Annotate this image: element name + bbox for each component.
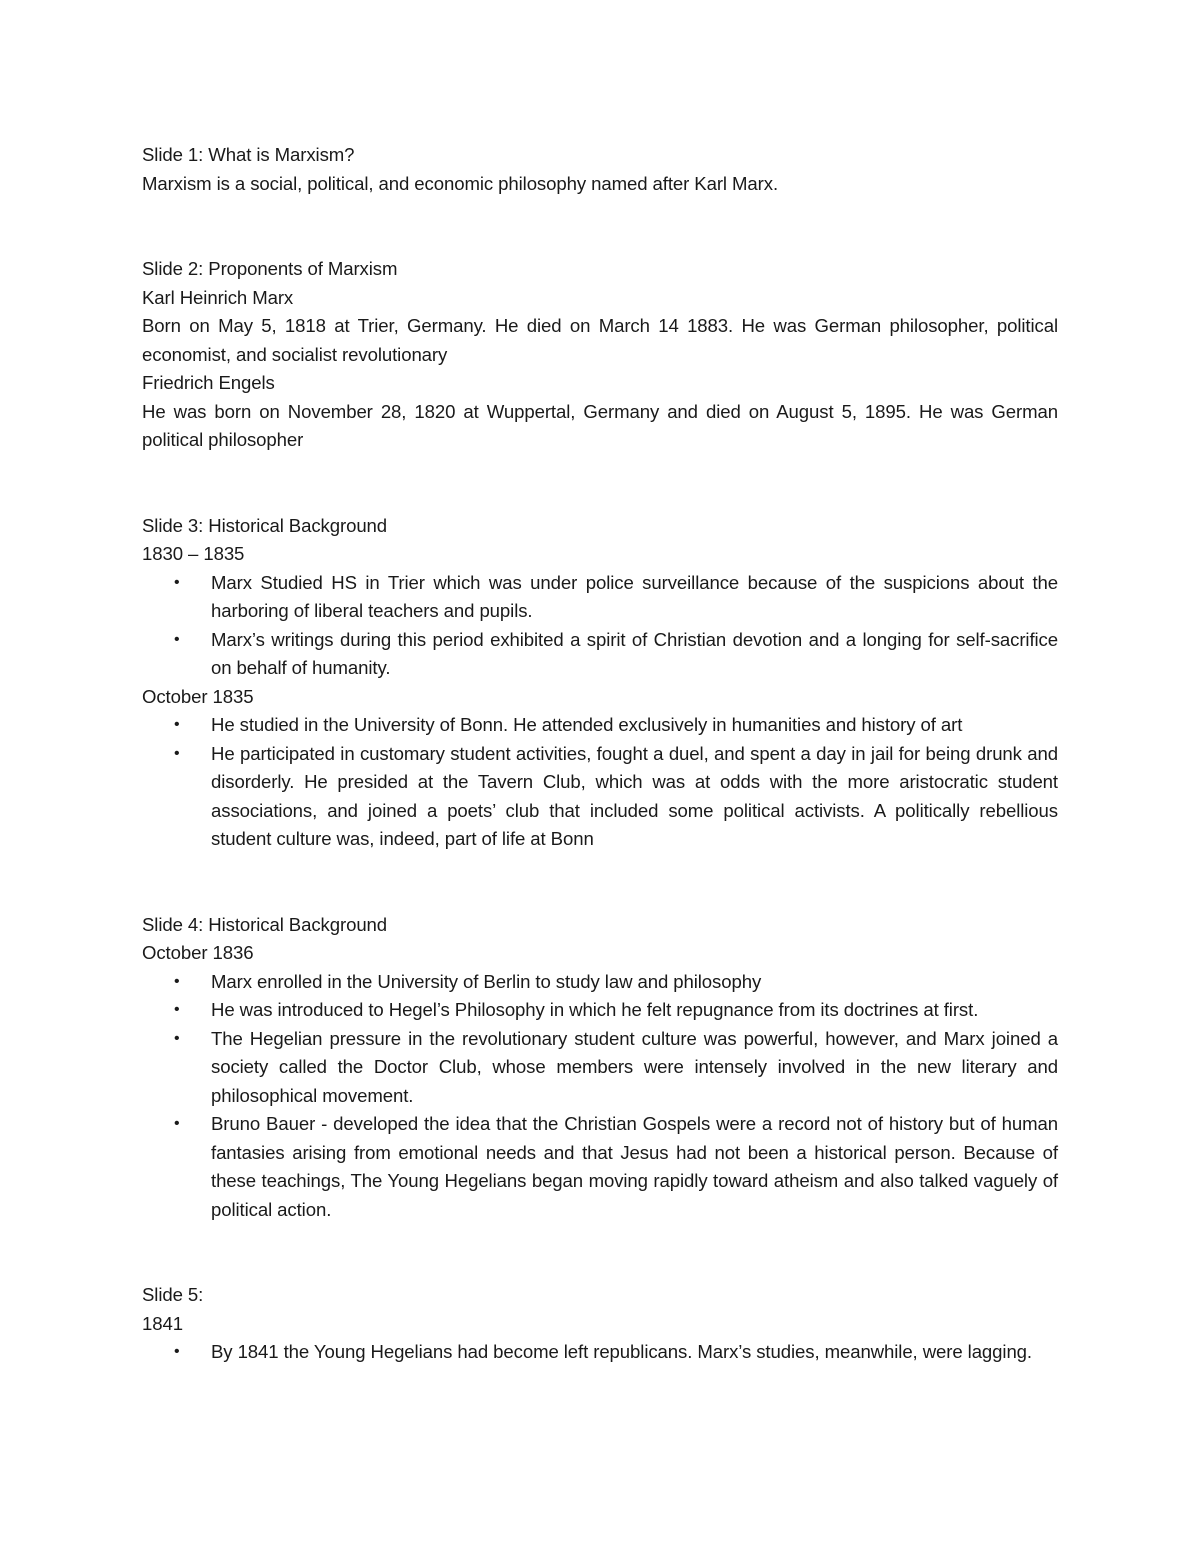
- list-item-text: He studied in the University of Bonn. He attended exclusively in humanities and history of art: [211, 714, 963, 735]
- bullet-icon: •: [174, 1029, 180, 1047]
- slide-5-heading: Slide 5:: [142, 1284, 204, 1305]
- list-item: [142, 569, 1058, 626]
- list-item: [142, 1338, 1058, 1367]
- slide-1-text: Marxism is a social, political, and economic philosophy named after Karl Marx.: [142, 172, 779, 194]
- slide-1-heading: Slide 1: What is Marxism?: [142, 144, 355, 165]
- list-item-text: Marx Studied HS in Trier which was under police surveillance because of the suspicions about the harboring of liberal teachers and pupils.: [211, 571, 1058, 621]
- list-item: [142, 711, 1058, 740]
- person-2-bio: He was born on November 28, 1820 at Wuppertal, Germany and died on August 5, 1895. He was German political philosopher: [142, 400, 1058, 450]
- bullet-icon: •: [174, 744, 180, 762]
- list-item-text: Marx’s writings during this period exhibited a spirit of Christian devotion and a longing for self-sacrifice on behalf of humanity.: [211, 628, 1058, 678]
- slide-5-period-1-list: [142, 1338, 1058, 1367]
- slide-4-period-1-list: [142, 968, 1058, 1225]
- slide-3-period-1-list: [142, 569, 1058, 683]
- bullet-icon: •: [174, 716, 180, 733]
- person-1-name: Karl Heinrich Marx: [142, 286, 294, 308]
- slide-2-section: [142, 255, 1058, 455]
- bullet-icon: •: [174, 1343, 180, 1360]
- slide-4-heading: Slide 4: Historical Background: [142, 913, 388, 935]
- slide-3-period-2-list: [142, 711, 1058, 854]
- slide-4-section: [142, 911, 1058, 1225]
- list-item-text: Bruno Bauer - developed the idea that the Christian Gospels were a record not of history but of human fantasies arising from emotional needs and that Jesus had not been a historical person. Because of these teachings, The Young Hegelians began moving rapidly toward atheism and also talked vaguely of political action.: [211, 1113, 1058, 1220]
- slide-3-period-2: October 1835: [142, 685, 254, 707]
- slide-4-period-1: October 1836: [142, 942, 254, 963]
- slide-5-period-1: 1841: [142, 1312, 183, 1334]
- list-item-text: He was introduced to Hegel’s Philosophy in which he felt repugnance from its doctrines at first.: [211, 999, 979, 1020]
- slide-5-section: [142, 1281, 1058, 1367]
- bullet-icon: •: [174, 573, 180, 591]
- person-2-name: Friedrich Engels: [142, 372, 275, 393]
- bullet-icon: •: [174, 1115, 180, 1132]
- list-item: [142, 1110, 1058, 1224]
- bullet-icon: •: [174, 1001, 180, 1018]
- list-item: [142, 1025, 1058, 1111]
- list-item: [142, 968, 1058, 997]
- list-item: [142, 626, 1058, 683]
- person-1-bio: Born on May 5, 1818 at Trier, Germany. He died on March 14 1883. He was German philosopher, political economist, and socialist revolutionary: [142, 315, 1058, 365]
- slide-3-period-1: 1830 – 1835: [142, 543, 245, 564]
- list-item-text: By 1841 the Young Hegelians had become left republicans. Marx’s studies, meanwhile, were lagging.: [211, 1341, 1032, 1362]
- list-item-text: He participated in customary student activities, fought a duel, and spent a day in jail for being drunk and disorderly. He presided at the Tavern Club, which was at odds with the more aristocratic student associations, and joined a poets’ club that included some political activists. A politically rebellious student culture was, indeed, part of life at Bonn: [211, 742, 1058, 849]
- document-body: [142, 141, 1058, 1367]
- slide-3-heading: Slide 3: Historical Background: [142, 514, 388, 536]
- list-item: [142, 996, 1058, 1025]
- slide-3-section: [142, 512, 1058, 854]
- bullet-icon: •: [174, 630, 180, 648]
- slide-1-section: [142, 141, 1058, 198]
- list-item-text: Marx enrolled in the University of Berlin to study law and philosophy: [211, 970, 762, 992]
- slide-2-heading: Slide 2: Proponents of Marxism: [142, 258, 398, 279]
- list-item: [142, 740, 1058, 854]
- list-item-text: The Hegelian pressure in the revolutionary student culture was powerful, however, and Marx joined a society called the Doctor Club, whose members were intensely involved in the new literary and philosophical movement.: [211, 1027, 1058, 1106]
- bullet-icon: •: [174, 972, 180, 990]
